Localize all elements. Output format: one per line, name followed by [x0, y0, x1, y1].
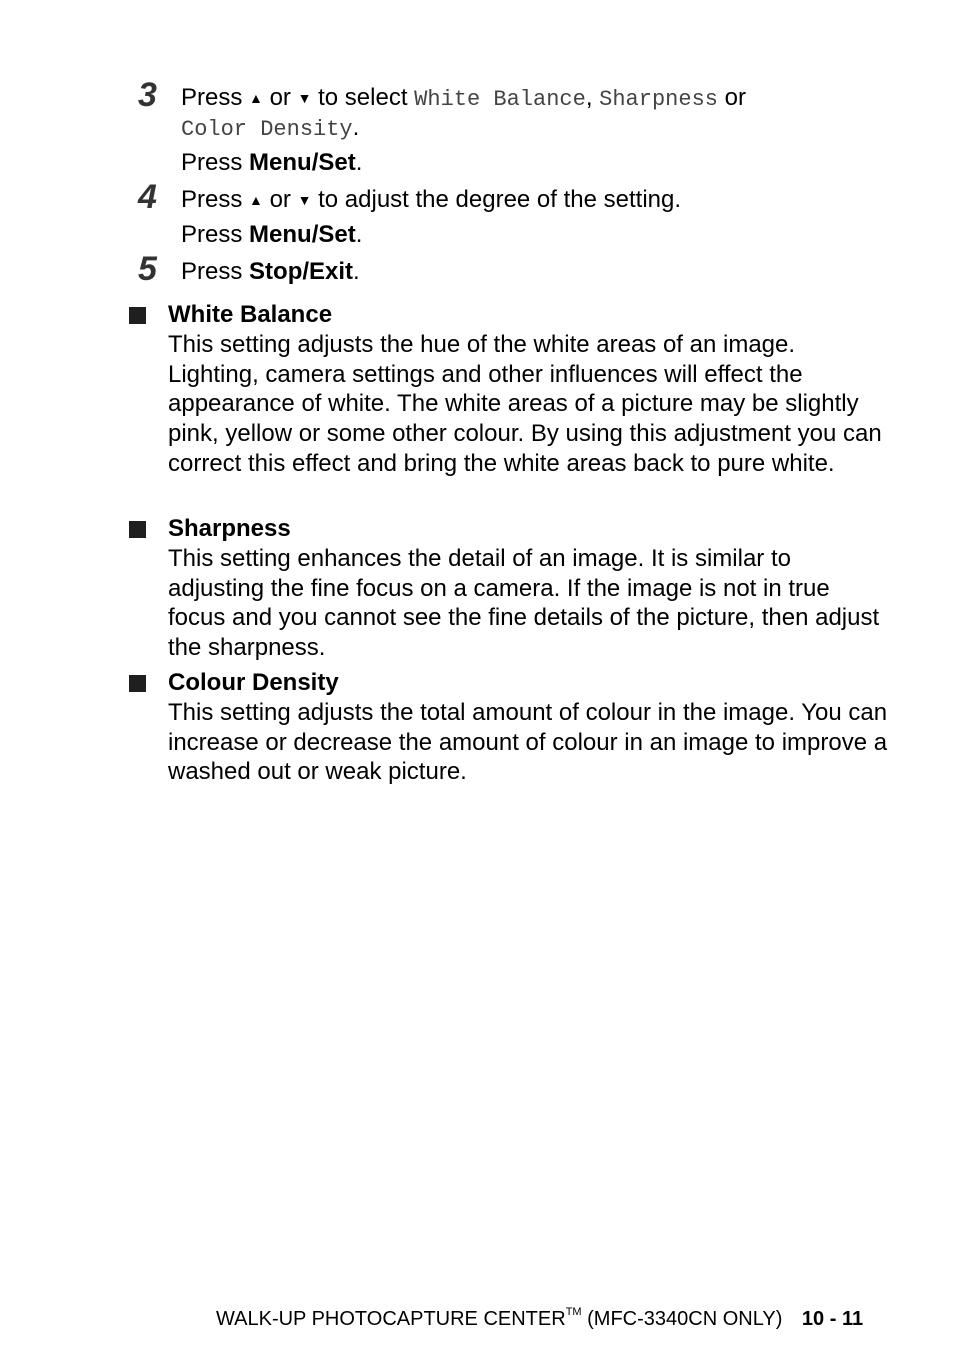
- step-number-4: 4: [138, 178, 157, 216]
- period-text: .: [353, 258, 360, 285]
- stop-exit-key: Stop/Exit: [249, 258, 354, 285]
- step-3-line-1: [181, 83, 746, 115]
- step-3-line-3: [181, 148, 362, 178]
- step-5-line-1: [181, 257, 360, 287]
- step-4-line-2: [181, 220, 362, 250]
- lcd-option-white-balance: White Balance: [414, 87, 586, 112]
- down-arrow-icon: ▼: [297, 192, 312, 208]
- period-text: .: [355, 149, 363, 176]
- footer-product-name: WALK-UP PHOTOCAPTURE CENTER: [216, 1308, 566, 1330]
- trademark-symbol: TM: [565, 1306, 582, 1318]
- footer-model: (MFC-3340CN ONLY): [587, 1308, 783, 1330]
- comma-text: ,: [585, 84, 593, 111]
- or-text: or: [269, 84, 291, 111]
- bullet-body-colour-density: This setting adjusts the total amount of colour in the image. You can increase or decrease the amount of colour in an image to improve a washed out or weak picture.: [168, 699, 888, 786]
- bullet-square-icon: [129, 307, 146, 324]
- to-select-text: to select: [318, 84, 408, 111]
- or-text: or: [269, 186, 291, 213]
- page-number: 10 - 11: [801, 1308, 864, 1330]
- period-text: .: [355, 221, 363, 248]
- menu-set-key: Menu/Set: [249, 221, 356, 248]
- lcd-option-sharpness: Sharpness: [599, 87, 718, 112]
- bullet-square-icon: [129, 675, 146, 692]
- bullet-body-sharpness: This setting enhances the detail of an image. It is similar to adjusting the fine focus on a camera. If the image is not in true focus and you cannot see the fine details of the picture, then adjust the sharpness.: [168, 545, 880, 662]
- lcd-option-color-density: Color Density: [181, 117, 353, 142]
- press-text: Press: [181, 84, 243, 111]
- bullet-title-sharpness: Sharpness: [168, 515, 291, 542]
- bullet-body-white-balance: This setting adjusts the hue of the white areas of an image. Lighting, camera settings and other influences will effect the appearance of white. The white areas of a picture may be slightly pink, yellow or some other colour. By using this adjustment you can correct this effect and bring the white areas back to pure white.: [168, 331, 882, 477]
- step-3-line-2: [181, 113, 359, 145]
- adjust-text: to adjust the degree of the setting.: [318, 186, 682, 213]
- bullet-title-white-balance: White Balance: [168, 301, 333, 328]
- bullet-title-colour-density: Colour Density: [168, 669, 339, 696]
- press-text: Press: [181, 186, 243, 213]
- up-arrow-icon: ▲: [249, 90, 263, 106]
- press-text: Press: [181, 221, 243, 248]
- down-arrow-icon: ▼: [297, 90, 312, 106]
- period-text: .: [352, 114, 360, 141]
- step-number-3: 3: [138, 76, 157, 114]
- or-text: or: [724, 84, 746, 111]
- step-4-line-1: [181, 185, 681, 215]
- step-number-5: 5: [138, 250, 157, 288]
- up-arrow-icon: ▲: [249, 192, 263, 208]
- page-footer: [216, 1298, 863, 1333]
- press-text: Press: [181, 258, 243, 285]
- menu-set-key: Menu/Set: [249, 149, 356, 176]
- bullet-square-icon: [129, 521, 146, 538]
- press-text: Press: [181, 149, 243, 176]
